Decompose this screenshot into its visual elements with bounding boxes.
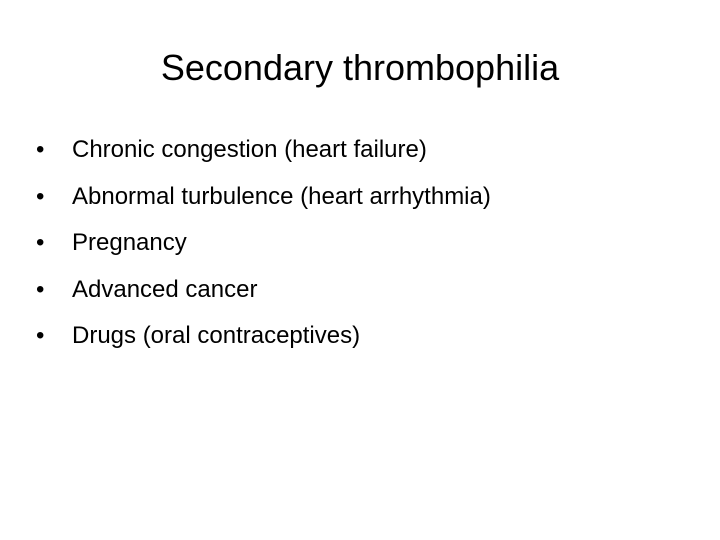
bullet-dot-icon: • [36,136,45,163]
bullet-text: Abnormal turbulence (heart arrhythmia) [72,182,491,210]
list-item [36,320,686,367]
list-item [36,134,686,181]
bullet-list [36,134,686,367]
bullet-dot-icon: • [36,275,45,303]
bullet-dot-icon: • [36,182,45,210]
bullet-dot-icon: • [36,322,45,349]
bullet-text: Advanced cancer [72,275,258,303]
bullet-text: Pregnancy [72,229,187,256]
slide-title: Secondary thrombophilia [160,47,560,88]
bullet-dot-icon: • [36,229,45,256]
list-item [36,227,686,274]
list-item [36,181,686,228]
bullet-text: Chronic congestion (heart failure) [72,136,427,163]
list-item [36,274,686,321]
bullet-text: Drugs (oral contraceptives) [72,322,361,349]
